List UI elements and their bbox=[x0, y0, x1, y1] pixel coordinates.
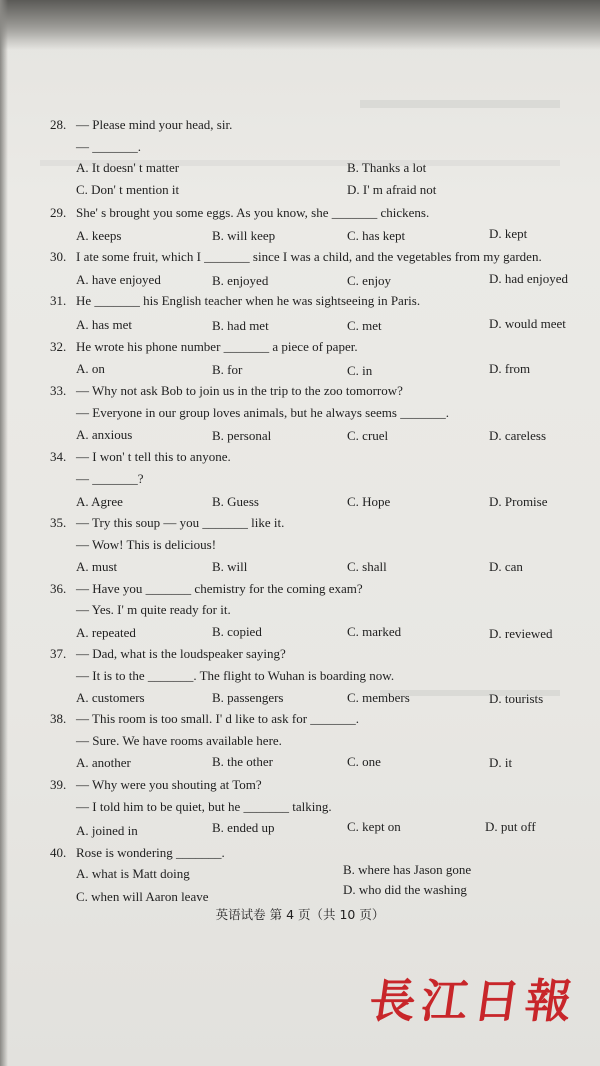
option: C. shall bbox=[347, 559, 387, 574]
option: D. careless bbox=[489, 428, 547, 443]
page-footer: 英语试卷 第 4 页（共 10 页） bbox=[215, 907, 385, 922]
question-text: — Have you _______ chemistry for the coming exam? bbox=[76, 581, 363, 596]
bleed-through bbox=[360, 100, 560, 108]
option: C. met bbox=[347, 318, 382, 333]
option: D. can bbox=[489, 559, 523, 574]
question-text: — Why were you shouting at Tom? bbox=[76, 777, 262, 792]
option: A. customers bbox=[76, 690, 145, 705]
option: D. put off bbox=[485, 819, 536, 834]
question-text: He wrote his phone number _______ a piece of paper. bbox=[76, 339, 358, 354]
option: C. when will Aaron leave bbox=[76, 889, 209, 904]
question-text: — Sure. We have rooms available here. bbox=[76, 733, 282, 748]
option: D. kept bbox=[489, 226, 528, 241]
question-number: 32. bbox=[50, 339, 67, 354]
option: C. in bbox=[347, 363, 373, 378]
question-text: — I told him to be quiet, but he _______ talking. bbox=[76, 799, 332, 814]
question-number: 40. bbox=[50, 845, 67, 860]
newspaper-watermark-logo: 長江日報 bbox=[365, 974, 582, 1028]
option: B. enjoyed bbox=[212, 273, 269, 288]
option: C. cruel bbox=[347, 428, 389, 443]
option: A. on bbox=[76, 361, 105, 376]
option: C. members bbox=[347, 690, 410, 705]
question-number: 31. bbox=[50, 293, 67, 308]
question-number: 28. bbox=[50, 117, 67, 132]
option: B. Thanks a lot bbox=[347, 160, 427, 175]
option: C. one bbox=[347, 754, 381, 769]
question-text: — _______. bbox=[76, 139, 141, 154]
option: C. Don' t mention it bbox=[76, 182, 180, 197]
option: B. will keep bbox=[212, 228, 276, 243]
question-text: — This room is too small. I' d like to ask for _______. bbox=[76, 711, 360, 726]
option: C. has kept bbox=[347, 228, 406, 243]
option: A. have enjoyed bbox=[76, 272, 161, 287]
option: D. I' m afraid not bbox=[347, 182, 437, 197]
question-text: — Why not ask Bob to join us in the trip to the zoo tomorrow? bbox=[76, 383, 403, 398]
option: A. anxious bbox=[76, 427, 133, 442]
question-text: — Try this soup — you _______ like it. bbox=[76, 515, 285, 530]
question-text: She' s brought you some eggs. As you know, she _______ chickens. bbox=[76, 205, 430, 220]
question-text: — Wow! This is delicious! bbox=[76, 537, 217, 552]
option: D. Promise bbox=[489, 494, 548, 509]
option: B. personal bbox=[212, 428, 272, 443]
option: B. will bbox=[212, 559, 248, 574]
option: A. Agree bbox=[76, 494, 123, 509]
question-text: Rose is wondering _______. bbox=[76, 845, 225, 860]
question-text: — Please mind your head, sir. bbox=[76, 117, 233, 132]
option: A. must bbox=[76, 559, 118, 574]
option: B. copied bbox=[212, 624, 262, 639]
question-text: I ate some fruit, which I _______ since I was a child, and the vegetables from my garden. bbox=[76, 249, 542, 264]
question-text: — Yes. I' m quite ready for it. bbox=[76, 602, 231, 617]
option: A. has met bbox=[76, 317, 132, 332]
question-text: He _______ his English teacher when he was sightseeing in Paris. bbox=[76, 293, 421, 308]
option: B. where has Jason gone bbox=[343, 862, 472, 877]
question-number: 34. bbox=[50, 449, 67, 464]
option: D. who did the washing bbox=[343, 882, 467, 897]
option: A. another bbox=[76, 755, 131, 770]
option: B. the other bbox=[212, 754, 274, 769]
question-text: — _______? bbox=[76, 471, 144, 486]
option: D. would meet bbox=[489, 316, 566, 331]
option: B. for bbox=[212, 362, 243, 377]
option: A. It doesn' t matter bbox=[76, 160, 180, 175]
question-number: 39. bbox=[50, 777, 67, 792]
option: A. keeps bbox=[76, 228, 122, 243]
option: D. tourists bbox=[489, 691, 544, 706]
question-number: 38. bbox=[50, 711, 67, 726]
question-text: — It is to the _______. The flight to Wuhan is boarding now. bbox=[76, 668, 395, 683]
option: B. had met bbox=[212, 318, 269, 333]
option: C. marked bbox=[347, 624, 402, 639]
question-number: 35. bbox=[50, 515, 67, 530]
question-number: 37. bbox=[50, 646, 67, 661]
option: D. had enjoyed bbox=[489, 271, 569, 286]
top-shadow bbox=[0, 0, 600, 50]
question-number: 30. bbox=[50, 249, 67, 264]
option: D. it bbox=[489, 755, 513, 770]
option: D. from bbox=[489, 361, 531, 376]
question-text: — I won' t tell this to anyone. bbox=[76, 449, 231, 464]
option: B. ended up bbox=[212, 820, 275, 835]
option: D. reviewed bbox=[489, 626, 553, 641]
question-text: — Dad, what is the loudspeaker saying? bbox=[76, 646, 286, 661]
option: C. enjoy bbox=[347, 273, 392, 288]
option: B. passengers bbox=[212, 690, 284, 705]
option: B. Guess bbox=[212, 494, 259, 509]
option: C. kept on bbox=[347, 819, 401, 834]
option: A. what is Matt doing bbox=[76, 866, 190, 881]
option: A. repeated bbox=[76, 625, 136, 640]
question-number: 29. bbox=[50, 205, 67, 220]
option: C. Hope bbox=[347, 494, 391, 509]
question-number: 33. bbox=[50, 383, 67, 398]
question-number: 36. bbox=[50, 581, 67, 596]
option: A. joined in bbox=[76, 823, 138, 838]
question-text: — Everyone in our group loves animals, but he always seems _______. bbox=[76, 405, 449, 420]
